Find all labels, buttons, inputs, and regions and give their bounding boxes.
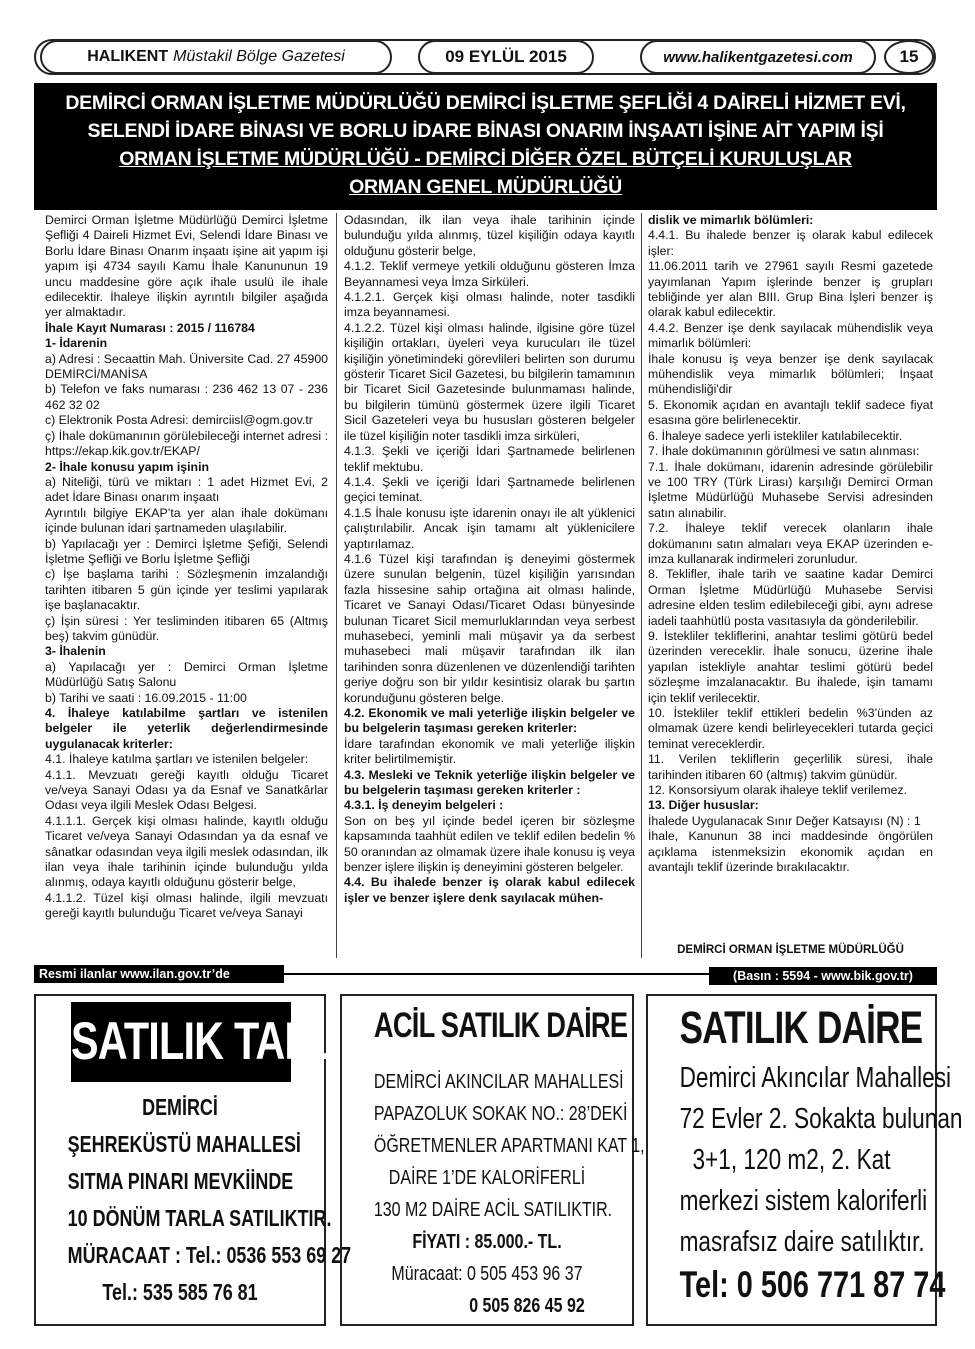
ad-line: ŞEHREKÜSTÜ MAHALLESİ xyxy=(67,1131,301,1157)
announcement-paragraph: a) Niteliği, türü ve miktarı : 1 adet Hizmet Evi, 2 adet İdare Binası onarım inşaatı xyxy=(45,474,328,505)
announcement-paragraph: 6. İhaleye sadece yerli istekliler katılabilecektir. xyxy=(648,428,903,443)
footer-bar xyxy=(34,965,937,983)
announcement-paragraph: 13. Diğer hususlar: xyxy=(648,798,759,813)
announcement-paragraph: 4.4. Bu ihalede benzer iş olarak kabul edilecek işler ve benzer işlere denk sayılacak mühen- xyxy=(344,875,635,905)
ad-line: SITMA PINARI MEVKİİNDE xyxy=(67,1168,294,1194)
announcement-paragraph: 11.06.2011 tarih ve 27961 sayılı Resmi gazetede yayımlanan Yapım işlerinde benzer iş grupları tebliğinde yer alan BIII. Grup Bina İşleri benzer iş olarak kabul edilecektir. xyxy=(648,259,933,320)
ad-line: merkezi sistem kaloriferli xyxy=(679,1185,928,1217)
newspaper-name-bold: HALIKENT xyxy=(87,48,169,65)
announcement-paragraph: 4.1.2. Teklif vermeye yetkili olduğunu gösteren İmza Beyannamesi veya İmza Sirküleri. xyxy=(344,259,635,289)
announcement-paragraph: 4.1.1. Mevzuatı gereği kayıtlı olduğu Ticaret ve/veya Sanayi Odası ya da Esnaf ve Sanatkârlar Odası veya ilgili Meslek Odası Belgesi. xyxy=(45,767,328,813)
ad-line: 130 M2 DAİRE ACİL SATILIKTIR. xyxy=(373,1198,613,1221)
announcement-paragraph: İhale konusu iş veya benzer işe denk sayılacak mühendislik veya mimarlık bölümleri; İnşaat mühendisliği'dir xyxy=(648,351,933,397)
announcement-paragraph: b) Tarihi ve saati : 16.09.2015 - 11:00 xyxy=(45,690,247,705)
announcement-paragraph: İhale, Kanunun 38 inci maddesinde öngörülen açıklama istenmeksizin ekonomik açıdan en avantajlı teklif üzerinde bırakılacaktır. xyxy=(648,829,933,875)
ad-line: DEMİRCİ xyxy=(142,1094,218,1120)
announcement-column-2 xyxy=(344,213,635,906)
ad-headline: SATILIK DAİRE xyxy=(679,1002,923,1053)
announcement-paragraph: b) Yapılacağı yer : Demirci İşletme Şefiği, Selendi İşletme Şefliği ve Borlu İşletme Şefliği xyxy=(45,536,328,566)
announcement-paragraph: ç) İşin süresi : Yer tesliminden itibaren 65 (Altmış beş) takvim günüdür. xyxy=(45,613,328,643)
announcement-paragraph: İhalede Uygulanacak Sınır Değer Katsayısı (N) : 1 xyxy=(648,813,921,828)
announcement-paragraph: 8. Teklifler, ihale tarih ve saatine kadar Demirci Orman İşletme Müdürlüğü Muhasebe Servisi adresine elden teslim edilebileceği gibi, aynı adrese iadeli taahhütlü posta vasıtasıyla da gönderilebilir. xyxy=(648,567,933,628)
ad-line: 3+1, 120 m2, 2. Kat xyxy=(692,1144,891,1176)
announcement-paragraph: 2- İhale konusu yapım işinin xyxy=(45,459,209,474)
ad-line: Demirci Akıncılar Mahallesi xyxy=(679,1062,952,1094)
ad-satilik-tarla xyxy=(34,994,368,1326)
announcement-paragraph: 4.1.1.1. Gerçek kişi olması halinde, kayıtlı olduğu Ticaret ve/veya Sanayi Odasından ya da esnaf ve sânatkar odasından veya ilgili meslek odasından, ilk ilan veya ihale tarihinin içinde bulunduğu yılda alınmış, odaya kayıtlı olduğunu gösterir belge, xyxy=(45,813,328,890)
ad-line: PAPAZOLUK SOKAK NO.: 28’DEKİ xyxy=(373,1102,628,1125)
ad-phone: Müracaat: 0 505 453 96 37 xyxy=(391,1262,583,1285)
announcement-paragraph: Demirci Orman İşletme Müdürlüğü Demirci İşletme Şefliği 4 Daireli Hizmet Evi, Selendi İdare Binası ve Borlu İdare Binası Onarım inşaatı işine ait yapım işi yapım işi 4734 sayılı Kamu İhale Kanununun 19 uncu maddesine göre açık ihale usulü ile ihale edilecektir. İhaleye ilişkin ayrıntılı bilgiler aşağıda yer almaktadır. xyxy=(45,213,328,320)
announcement-paragraph: 4.3. Mesleki ve Teknik yeterliğe ilişkin belgeler ve bu belgelerin taşıması gereken kriterler : xyxy=(344,767,635,798)
ad-phone: Tel.: 535 585 76 81 xyxy=(102,1279,258,1305)
announcement-paragraph: ç) İhale dokümanının görülebileceği internet adresi : https://ekap.kik.gov.tr/EKAP/ xyxy=(45,428,328,459)
announcement-paragraph: 7.1. İhale dokümanı, idarenin adresinde görülebilir ve 100 TRY (Türk Lirası) karşılığı Demirci Orman İşletme Müdürlüğü Muhasebe Servisi adresinden satın alınabilir. xyxy=(648,459,933,520)
announcement-paragraph: 4.1.2.1. Gerçek kişi olması halinde, noter tasdikli imza beyannamesi. xyxy=(344,290,635,320)
ad-acil-satilik-daire xyxy=(340,994,645,1326)
announcement-paragraph: Odasından, ilk ilan veya ihale tarihinin içinde bulunduğu yılda alınmış, tüzel kişiliğin odaya kayıtlı olduğunu gösterir belge, xyxy=(344,213,635,258)
ad-satilik-daire xyxy=(646,994,963,1326)
column-divider xyxy=(641,213,642,958)
announcement-paragraph: 4.1.6 Tüzel kişi tarafından iş deneyimi göstermek üzere sunulan belgenin, tüzel kişiliğin yarısından fazla hissesine sahip ortağına ait olması halinde, Ticaret ve Sanayi Odası/Ticaret Odası bünyesinde bulunan Ticaret Sicil memurluklarından veya serbest muhasebeci, yeminli mali müşavir ya da serbest muhasebeci mali müşavir tarafından ilk ilan tarihinden sonra düzenlenen ve düzenlendiği tarihten geriye doğru son bir yıldır kesintisiz olarak bu şartın korunduğunu gösteren belge. xyxy=(344,551,635,705)
ad-line: DAİRE 1’DE KALORİFERLİ xyxy=(388,1166,586,1189)
announcement-paragraph: a) Adresi : Secaattin Mah. Üniversite Cad. 27 45900 DEMİRCİ/MANİSA xyxy=(45,351,328,382)
announcement-paragraph: 7.2. İhaleye teklif verecek olanların ihale dokümanını satın almaları veya EKAP üzerinden e-imza kullanarak indirmeleri zorunludur. xyxy=(648,521,933,566)
announcement-paragraph: 1- İdarenin xyxy=(45,336,108,351)
announcement-paragraph: 10. İstekliler teklif ettikleri bedelin %3’ünden az olmamak üzere kendi belirleyecekleri tutarda geçici teminat vereceklerdir. xyxy=(648,706,933,751)
newspaper-name xyxy=(40,40,392,74)
signature: DEMİRCİ ORMAN İŞLETME MÜDÜRLÜĞÜ xyxy=(677,944,904,956)
ad-line: 10 DÖNÜM TARLA SATILIKTIR. xyxy=(67,1205,332,1231)
ad-headline: SATILIK TARLA xyxy=(71,1002,291,1082)
announcement-paragraph: 4. İhaleye katılabilme şartları ve istenilen belgeler ile yeterlik değerlendirmesinde uygulanacak kriterler: xyxy=(45,706,328,751)
announcement-paragraph: 4.1.2.2. Tüzel kişi olması halinde, ilgisine göre tüzel kişiliğin ortakları, üyeleri veya kurucuları ile tüzel kişiliğin yönetimindeki görevlileri belirten son durumu gösterir Ticaret Sicil Gazetesi, bu bilgilerin tamamının bir Ticaret Sicil Gazetesinde bulunmaması halinde, bu bilgilerin tümünü göstermek üzere ilgili Ticaret Sicil Gazeteleri veya bu hususları gösteren belgeler ile tüzel kişiliğin noter tasdikli imza sirküleri, xyxy=(344,320,635,443)
announcement-paragraph: c) Elektronik Posta Adresi: demirciisl@ogm.gov.tr xyxy=(45,413,313,428)
announcement-paragraph: a) Yapılacağı yer : Demirci Orman İşletme Müdürlüğü Satış Salonu xyxy=(45,659,328,690)
announcement-paragraph: 12. Konsorsiyum olarak ihaleye teklif verilemez. xyxy=(648,783,908,798)
announcement-paragraph: Ayrıntılı bilgiye EKAP’ta yer alan ihale dokümanı içinde bulunan idari şartnameden ulaşılabilir. xyxy=(45,505,328,536)
announcement-paragraph: 4.1.5 İhale konusu işte idarenin onayı ile alt yüklenici çalıştırılabilir. Ancak işin tamamı alt yüklenicilere yaptırılamaz. xyxy=(344,505,635,551)
announcement-paragraph: 4.3.1. İş deneyim belgeleri : xyxy=(344,798,504,813)
ad-line: masrafsız daire satılıktır. xyxy=(679,1226,925,1258)
announcement-paragraph: 11. Verilen tekliflerin geçerlilik süresi, ihale tarihinden itibaren 60 (altmış) takvim günüdür. xyxy=(648,752,933,782)
ad-phone: MÜRACAAT : Tel.: 0536 553 69 27 xyxy=(67,1242,352,1268)
ad-line: 72 Evler 2. Sokakta bulunan xyxy=(679,1103,963,1135)
announcement-paragraph: 4.2. Ekonomik ve mali yeterliğe ilişkin belgeler ve bu belgelerin taşıması gereken kriterler: xyxy=(344,706,635,736)
announcement-column-3 xyxy=(648,213,933,875)
footer-right-note: (Basın : 5594 - www.bik.gov.tr) xyxy=(709,967,937,985)
title-line-1: DEMİRCİ ORMAN İŞLETME MÜDÜRLÜĞÜ DEMİRCİ İŞLETME ŞEFLİĞİ 4 DAİRELİ HİZMET EVİ, xyxy=(65,92,906,114)
ad-price: FİYATI : 85.000.- TL. xyxy=(412,1230,562,1253)
ad-line: ÖĞRETMENLER APARTMANI KAT 1, xyxy=(373,1134,645,1157)
announcement-paragraph: 4.4.2. Benzer işe denk sayılacak mühendislik veya mimarlık bölümleri: xyxy=(648,320,933,351)
announcement-paragraph: dislik ve mimarlık bölümleri: xyxy=(648,213,814,227)
ad-phone: Tel: 0 506 771 87 74 xyxy=(679,1264,946,1305)
announcement-paragraph: 4.1. İhaleye katılma şartları ve istenilen belgeler: xyxy=(45,752,309,767)
newspaper-name-subtitle: Müstakil Bölge Gazetesi xyxy=(173,48,345,65)
announcement-paragraph: 4.1.3. Şekli ve içeriği İdari Şartnamede belirlenen teklif mektubu. xyxy=(344,444,635,474)
ad-headline: ACİL SATILIK DAİRE xyxy=(373,1006,628,1045)
announcement-paragraph: 5. Ekonomik açıdan en avantajlı teklif sadece fiyat esasına göre belirlenecektir. xyxy=(648,397,933,428)
column-divider xyxy=(336,213,337,958)
issue-date: 09 EYLÜL 2015 xyxy=(418,40,594,74)
announcement-paragraph: 9. İstekliler tekliflerini, anahtar teslimi götürü bedel üzerinden vereceklir. İhale sonucu, üzerine ihale yapılan istekliyle anahtar teslimi götürü bedel sözleşme imzalanacaktır. Bu ihalede, işin tamamı için teklif verilecektir. xyxy=(648,628,933,705)
announcement-paragraph: 4.1.1.2. Tüzel kişi olması halinde, ilgili mevzuatı gereği kayıtlı bulunduğu Ticaret ve/veya Sanayi xyxy=(45,890,328,921)
announcement-paragraph: Son on beş yıl içinde bedel içeren bir sözleşme kapsamında taahhüt edilen ve teklif edilen bedelin % 50 oranından az olmamak üzere ihale konusu iş veya benzer işlere ilişkin iş deneyimini gösteren belgeler. xyxy=(344,813,635,875)
announcement-title xyxy=(34,83,937,210)
title-line-3: ORMAN İŞLETME MÜDÜRLÜĞÜ - DEMİRCİ DİĞER ÖZEL BÜTÇELİ KURULUŞLAR xyxy=(119,148,852,170)
website-url[interactable]: www.halikentgazetesi.com xyxy=(640,40,876,74)
announcement-paragraph: 4.4.1. Bu ihalede benzer iş olarak kabul edilecek işler: xyxy=(648,228,933,258)
announcement-paragraph: İhale Kayıt Numarası : 2015 / 116784 xyxy=(45,320,255,335)
announcement-column-1 xyxy=(45,213,328,922)
announcement-paragraph: 7. İhale dokümanının görülmesi ve satın alınması: xyxy=(648,444,920,459)
title-line-2: SELENDİ İDARE BİNASI VE BORLU İDARE BİNASI ONARIM İNŞAATI İŞİNE AİT YAPIM İŞİ xyxy=(87,120,884,142)
ad-line: DEMİRCİ AKINCILAR MAHALLESİ xyxy=(373,1070,624,1093)
announcement-paragraph: İdare tarafından ekonomik ve mali yeterliğe ilişkin kriter belirtilmemiştir. xyxy=(344,736,635,767)
title-line-4: ORMAN GENEL MÜDÜRLÜĞÜ xyxy=(349,176,622,198)
ad-phone: 0 505 826 45 92 xyxy=(469,1294,585,1317)
page-number: 15 xyxy=(884,40,934,74)
footer-left-note: Resmi ilanlar www.ilan.gov.tr’de xyxy=(34,965,284,983)
announcement-paragraph: 3- İhalenin xyxy=(45,644,106,659)
announcement-paragraph: c) İşe başlama tarihi : Sözleşmenin imzalandığı tarihten itibaren 5 gün içinde yer teslimi yapılarak işe başlanacaktır. xyxy=(45,567,328,613)
announcement-paragraph: 4.1.4. Şekli ve içeriği İdari Şartnamede belirlenen geçici teminat. xyxy=(344,474,635,505)
announcement-paragraph: b) Telefon ve faks numarası : 236 462 13 07 - 236 462 32 02 xyxy=(45,382,328,412)
